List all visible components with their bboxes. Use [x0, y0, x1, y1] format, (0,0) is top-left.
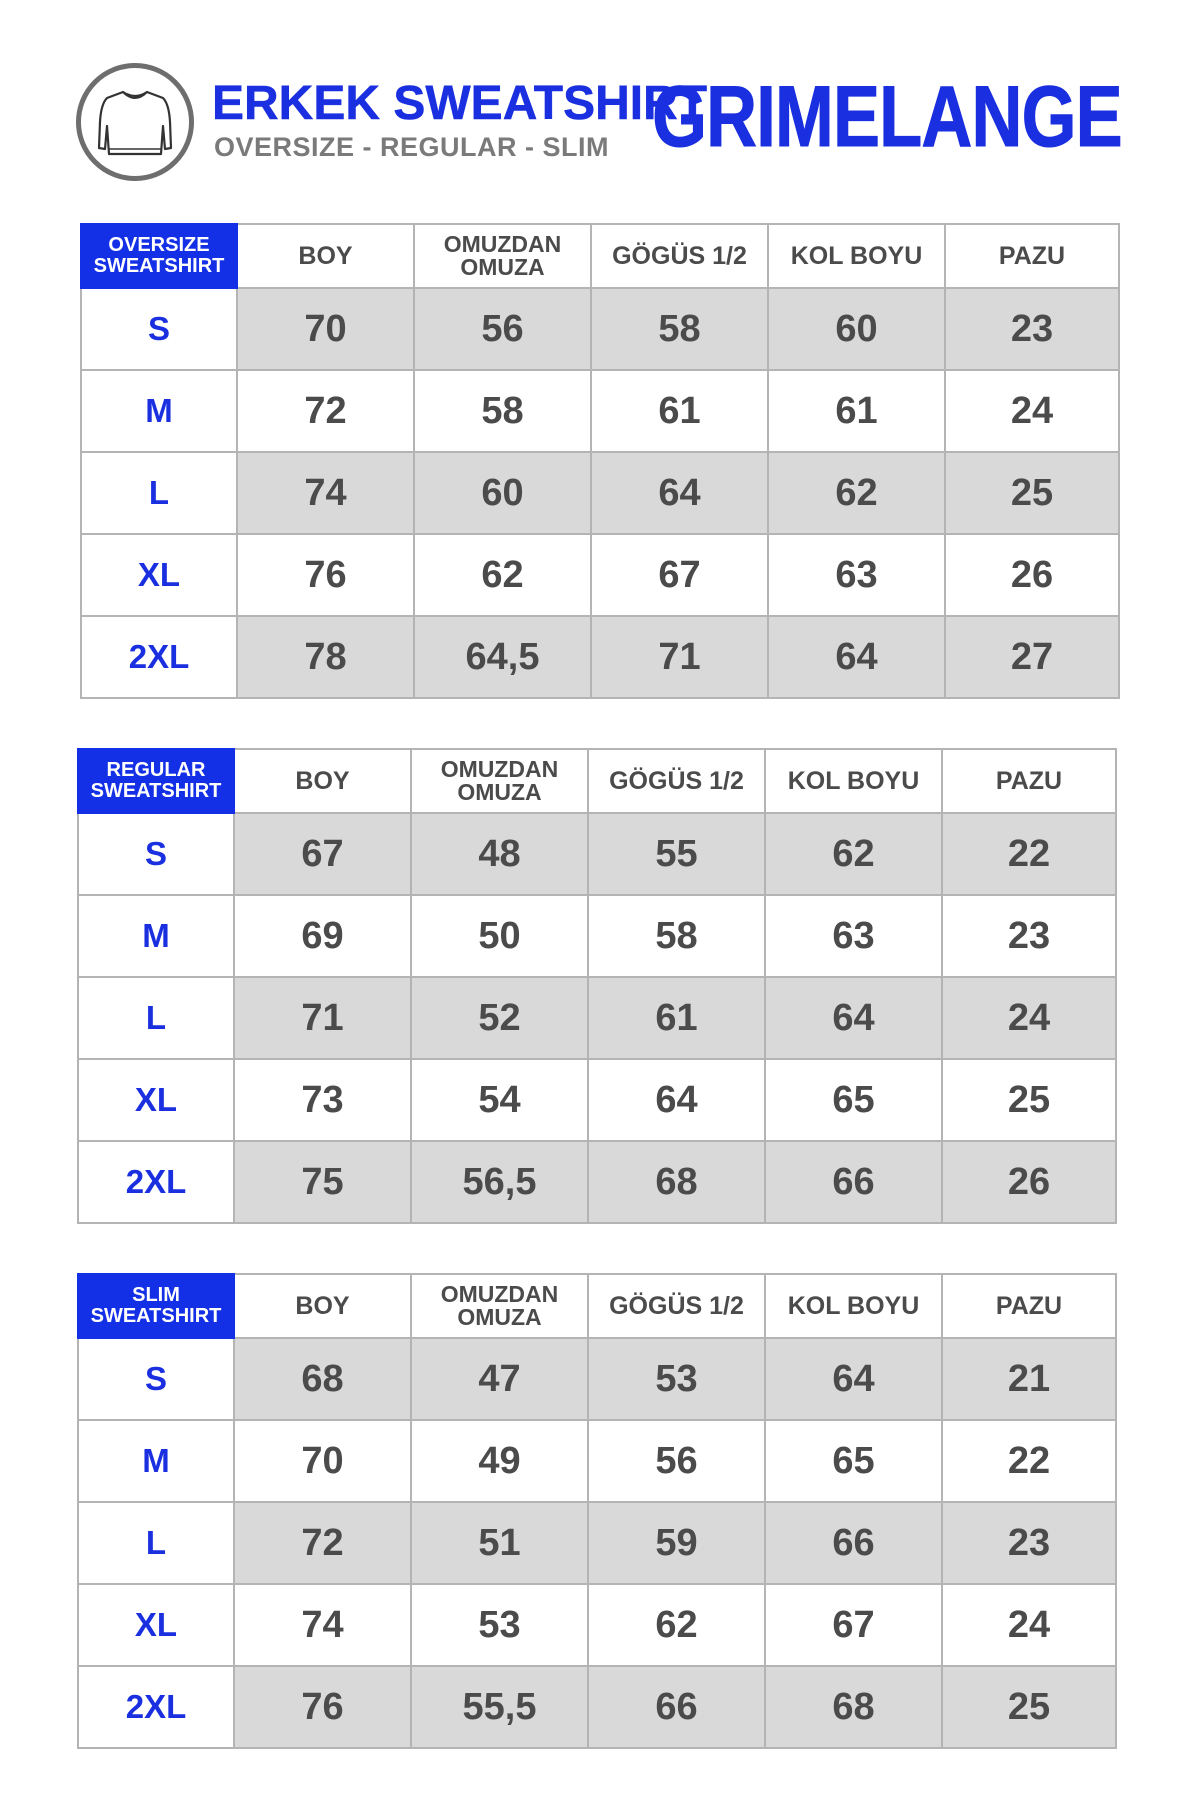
measurement-cell: 66 — [765, 1502, 942, 1584]
table-row — [78, 977, 1116, 1059]
measurement-cell: 21 — [942, 1338, 1116, 1420]
table-row — [78, 1141, 1116, 1223]
size-label: XL — [78, 1059, 234, 1141]
table-type-label — [78, 1274, 234, 1338]
column-header — [411, 1274, 588, 1338]
size-label: XL — [81, 534, 237, 616]
measurement-cell: 22 — [942, 1420, 1116, 1502]
table-row — [78, 895, 1116, 977]
column-header: KOL BOYU — [765, 749, 942, 813]
measurement-cell: 64 — [591, 452, 768, 534]
measurement-cell: 55 — [588, 813, 765, 895]
table-type-label-line2: SWEATSHIRT — [90, 1305, 222, 1327]
size-label: L — [78, 977, 234, 1059]
column-header — [414, 224, 591, 288]
measurement-cell: 23 — [945, 288, 1119, 370]
measurement-cell: 48 — [411, 813, 588, 895]
measurement-cell: 70 — [237, 288, 414, 370]
measurement-cell: 62 — [588, 1584, 765, 1666]
regular-size-table — [77, 748, 1117, 1224]
measurement-cell: 58 — [591, 288, 768, 370]
table-type-label-line1: OVERSIZE — [108, 234, 210, 256]
measurement-cell: 64 — [765, 977, 942, 1059]
measurement-cell: 67 — [234, 813, 411, 895]
measurement-cell: 75 — [234, 1141, 411, 1223]
measurement-cell: 25 — [942, 1059, 1116, 1141]
column-header-text: OMUZDAN OMUZA — [440, 756, 559, 805]
measurement-cell: 22 — [942, 813, 1116, 895]
size-label: S — [78, 813, 234, 895]
size-label: S — [81, 288, 237, 370]
measurement-cell: 56 — [588, 1420, 765, 1502]
measurement-cell: 60 — [768, 288, 945, 370]
measurement-cell: 71 — [234, 977, 411, 1059]
table-row — [81, 288, 1119, 370]
table-row — [78, 1420, 1116, 1502]
measurement-cell: 51 — [411, 1502, 588, 1584]
column-header: GÖGÜS 1/2 — [591, 224, 768, 288]
size-label: M — [78, 895, 234, 977]
table-row — [81, 370, 1119, 452]
measurement-cell: 63 — [765, 895, 942, 977]
measurement-cell: 62 — [765, 813, 942, 895]
table-type-label — [81, 224, 237, 288]
measurement-cell: 47 — [411, 1338, 588, 1420]
column-header: PAZU — [942, 749, 1116, 813]
measurement-cell: 24 — [942, 1584, 1116, 1666]
table-row — [78, 1666, 1116, 1748]
column-header-text: OMUZDAN OMUZA — [443, 231, 562, 280]
measurement-cell: 26 — [945, 534, 1119, 616]
brand-name: GRIMELANGE — [652, 69, 1122, 165]
table-row — [81, 534, 1119, 616]
size-label: S — [78, 1338, 234, 1420]
measurement-cell: 65 — [765, 1059, 942, 1141]
column-header: PAZU — [942, 1274, 1116, 1338]
measurement-cell: 67 — [765, 1584, 942, 1666]
table-row — [78, 1338, 1116, 1420]
measurement-cell: 53 — [588, 1338, 765, 1420]
table-row — [78, 1059, 1116, 1141]
logo-badge — [76, 63, 194, 181]
measurement-cell: 27 — [945, 616, 1119, 698]
measurement-cell: 66 — [588, 1666, 765, 1748]
size-label: M — [81, 370, 237, 452]
size-label: L — [81, 452, 237, 534]
measurement-cell: 61 — [768, 370, 945, 452]
measurement-cell: 58 — [414, 370, 591, 452]
column-header-text: OMUZDAN OMUZA — [440, 1281, 559, 1330]
measurement-cell: 78 — [237, 616, 414, 698]
measurement-cell: 64 — [588, 1059, 765, 1141]
measurement-cell: 56,5 — [411, 1141, 588, 1223]
measurement-cell: 52 — [411, 977, 588, 1059]
measurement-cell: 67 — [591, 534, 768, 616]
table-type-label — [78, 749, 234, 813]
measurement-cell: 76 — [237, 534, 414, 616]
measurement-cell: 61 — [591, 370, 768, 452]
size-label: M — [78, 1420, 234, 1502]
measurement-cell: 59 — [588, 1502, 765, 1584]
measurement-cell: 74 — [234, 1584, 411, 1666]
column-header: BOY — [234, 749, 411, 813]
measurement-cell: 72 — [234, 1502, 411, 1584]
column-header: KOL BOYU — [768, 224, 945, 288]
page-title: ERKEK SWEATSHIRT — [212, 77, 708, 130]
measurement-cell: 62 — [414, 534, 591, 616]
table-type-label-line1: REGULAR — [106, 759, 206, 781]
measurement-cell: 25 — [942, 1666, 1116, 1748]
column-header — [411, 749, 588, 813]
table-row — [81, 616, 1119, 698]
measurement-cell: 50 — [411, 895, 588, 977]
column-header: BOY — [234, 1274, 411, 1338]
measurement-cell: 68 — [765, 1666, 942, 1748]
table-row — [81, 452, 1119, 534]
measurement-cell: 69 — [234, 895, 411, 977]
table-type-label-line2: SWEATSHIRT — [93, 255, 225, 277]
measurement-cell: 60 — [414, 452, 591, 534]
measurement-cell: 64 — [765, 1338, 942, 1420]
table-header-row — [78, 749, 1116, 813]
slim-size-table — [77, 1273, 1117, 1749]
table-type-label-line2: SWEATSHIRT — [90, 780, 222, 802]
oversize-size-table — [80, 223, 1120, 699]
measurement-cell: 56 — [414, 288, 591, 370]
column-header: GÖGÜS 1/2 — [588, 1274, 765, 1338]
measurement-cell: 72 — [237, 370, 414, 452]
measurement-cell: 63 — [768, 534, 945, 616]
column-header: PAZU — [945, 224, 1119, 288]
size-label: L — [78, 1502, 234, 1584]
measurement-cell: 58 — [588, 895, 765, 977]
measurement-cell: 76 — [234, 1666, 411, 1748]
table-row — [78, 1502, 1116, 1584]
measurement-cell: 25 — [945, 452, 1119, 534]
size-label: 2XL — [78, 1666, 234, 1748]
table-row — [78, 813, 1116, 895]
measurement-cell: 70 — [234, 1420, 411, 1502]
measurement-cell: 68 — [234, 1338, 411, 1420]
measurement-cell: 66 — [765, 1141, 942, 1223]
measurement-cell: 64,5 — [414, 616, 591, 698]
column-header: GÖGÜS 1/2 — [588, 749, 765, 813]
measurement-cell: 49 — [411, 1420, 588, 1502]
page-subtitle: OVERSIZE - REGULAR - SLIM — [214, 132, 610, 162]
measurement-cell: 74 — [237, 452, 414, 534]
table-type-label-line1: SLIM — [132, 1284, 180, 1306]
measurement-cell: 65 — [765, 1420, 942, 1502]
column-header: KOL BOYU — [765, 1274, 942, 1338]
measurement-cell: 55,5 — [411, 1666, 588, 1748]
size-label: XL — [78, 1584, 234, 1666]
measurement-cell: 26 — [942, 1141, 1116, 1223]
size-label: 2XL — [81, 616, 237, 698]
measurement-cell: 61 — [588, 977, 765, 1059]
table-header-row — [78, 1274, 1116, 1338]
measurement-cell: 23 — [942, 895, 1116, 977]
page-header — [0, 0, 1200, 200]
measurement-cell: 73 — [234, 1059, 411, 1141]
size-label: 2XL — [78, 1141, 234, 1223]
measurement-cell: 23 — [942, 1502, 1116, 1584]
measurement-cell: 24 — [945, 370, 1119, 452]
measurement-cell: 24 — [942, 977, 1116, 1059]
measurement-cell: 62 — [768, 452, 945, 534]
column-header: BOY — [237, 224, 414, 288]
measurement-cell: 64 — [768, 616, 945, 698]
measurement-cell: 53 — [411, 1584, 588, 1666]
measurement-cell: 54 — [411, 1059, 588, 1141]
measurement-cell: 68 — [588, 1141, 765, 1223]
table-row — [78, 1584, 1116, 1666]
table-header-row — [81, 224, 1119, 288]
measurement-cell: 71 — [591, 616, 768, 698]
